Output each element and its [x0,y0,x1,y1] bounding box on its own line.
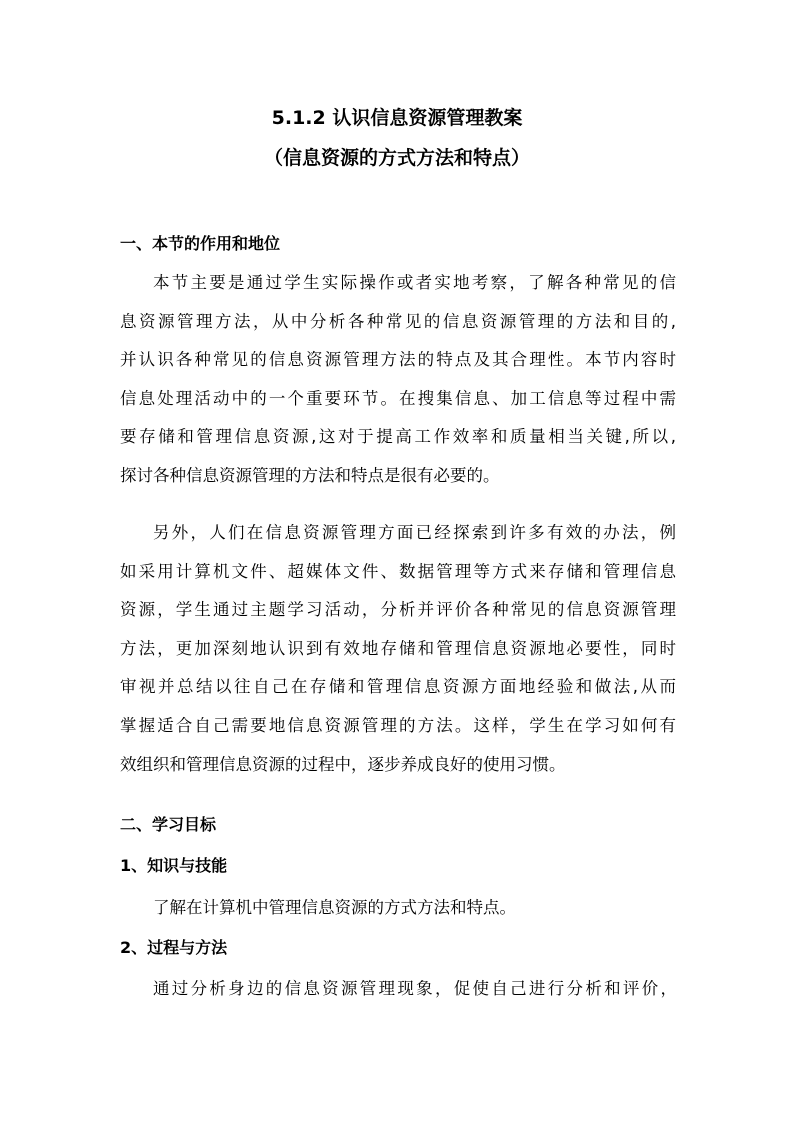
paragraph-line: 息资源管理方法，从中分析各种常见的信息资源管理的方法和目的, [120,311,676,331]
paragraph-line: 要存储和管理信息资源,这对于提高工作效率和质量相当关键,所以, [120,427,676,447]
document-subtitle: （信息资源的方式方法和特点） [263,147,530,169]
paragraph-line: 并认识各种常见的信息资源管理方法的特点及其合理性。本节内容时 [120,350,676,370]
section-heading-objectives: 二、学习目标 [120,815,217,834]
subheading-knowledge-skills: 1、知识与技能 [120,856,228,875]
knowledge-skills-text: 了解在计算机中管理信息资源的方式方法和特点。 [153,898,516,917]
section-heading-role: 一、本节的作用和地位 [120,234,281,253]
paragraph-line: 探讨各种信息资源管理的方法和特点是很有必要的。 [120,465,500,485]
paragraph-line: 另外，人们在信息资源管理方面已经探索到许多有效的办法，例 [153,523,676,542]
paragraph-line: 本节主要是通过学生实际操作或者实地考察，了解各种常见的信 [153,273,676,292]
paragraph-line: 审视并总结以往自己在存储和管理信息资源方面地经验和做法,从而 [120,677,676,697]
paragraph-role-2 [120,514,676,784]
paragraph-line: 如采用计算机文件、超媒体文件、数据管理等方式来存储和管理信息 [120,561,676,581]
paragraph-line: 信息处理活动中的一个重要环节。在搜集信息、加工信息等过程中需 [120,388,676,408]
document-title: 5.1.2 认识信息资源管理教案 [271,107,523,129]
paragraph-role-1 [120,264,676,496]
paragraph-line: 效组织和管理信息资源的过程中，逐步养成良好的使用习惯。 [120,754,566,774]
paragraph-line: 掌握适合自己需要地信息资源管理的方法。这样，学生在学习如何有 [120,715,676,735]
paragraph-line: 方法，更加深刻地认识到有效地存储和管理信息资源地必要性，同时 [120,638,676,658]
subheading-process-method: 2、过程与方法 [120,938,228,957]
paragraph-line: 资源，学生通过主题学习活动，分析并评价各种常见的信息资源管理 [120,600,676,620]
process-method-text: 通过分析身边的信息资源管理现象，促使自己进行分析和评价， [153,979,677,998]
